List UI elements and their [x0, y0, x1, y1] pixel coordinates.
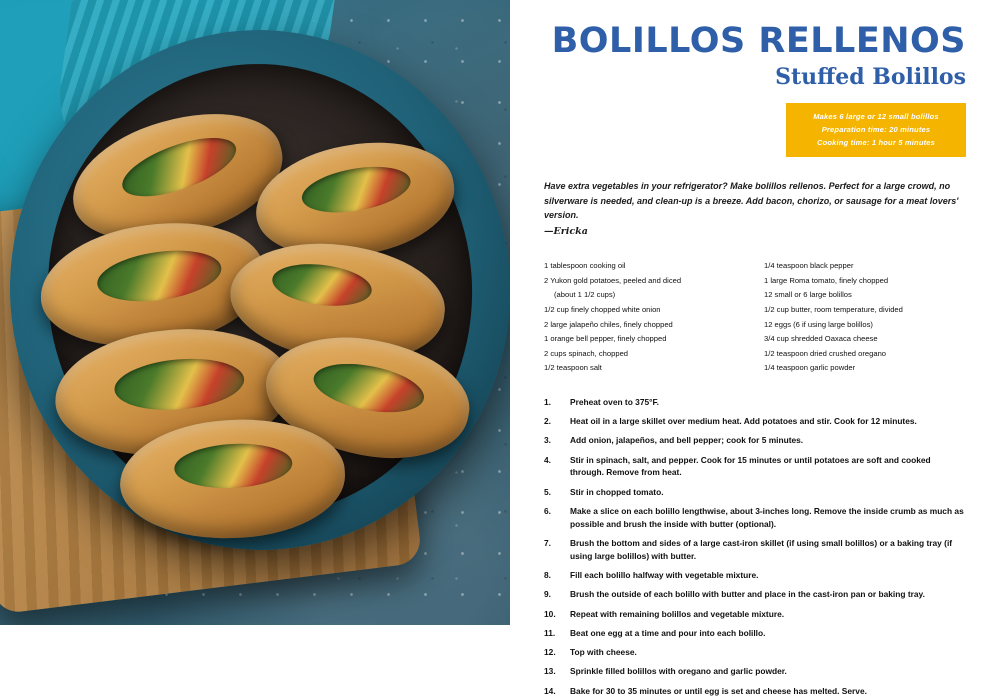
step-text: Heat oil in a large skillet over medium heat. Add potatoes and stir. Cook for 12 minutes. — [570, 416, 917, 427]
bolillo-filling — [270, 259, 374, 311]
step-number: 8. — [544, 570, 551, 581]
instruction-step — [544, 434, 966, 447]
step-number: 9. — [544, 589, 551, 600]
instruction-step — [544, 415, 966, 428]
bolillo-filling — [298, 159, 414, 219]
step-number: 10. — [544, 608, 556, 619]
step-number: 13. — [544, 666, 556, 677]
instruction-step — [544, 486, 966, 499]
step-number: 3. — [544, 435, 551, 446]
step-number: 5. — [544, 486, 551, 497]
page-title: BOLILLOS RELLENOS — [551, 21, 966, 61]
title-block — [510, 0, 1000, 89]
instruction-step — [544, 569, 966, 582]
ingredients-column-left — [544, 259, 746, 376]
instruction-step — [544, 685, 966, 697]
recipe-intro — [544, 179, 966, 239]
instruction-step — [544, 396, 966, 409]
ingredient-item: 3/4 cup shredded Oaxaca cheese — [764, 334, 878, 344]
recipe-cook-time: Cooking time: 1 hour 5 minutes — [816, 138, 936, 148]
instruction-step — [544, 646, 966, 659]
step-text: Add onion, jalapeños, and bell pepper; cook for 5 minutes. — [570, 435, 804, 446]
ingredient-item: 1 large Roma tomato, finely chopped — [764, 275, 889, 285]
step-text: Beat one egg at a time and pour into each bolillo. — [570, 627, 766, 638]
recipe-photo — [0, 0, 510, 625]
recipe-prep-time: Preparation time: 20 minutes — [821, 124, 931, 134]
recipe-intro-text: Have extra vegetables in your refrigerator? Make bolillos rellenos. Perfect for a large crowd, no silverware is needed, and clean-up is a breeze. Add bacon, chorizo, or sausage for a meat lovers' version. — [544, 181, 959, 221]
instruction-step — [544, 454, 966, 480]
instruction-step — [544, 537, 966, 563]
instruction-step — [544, 588, 966, 601]
recipe-signature: —Ericka — [544, 225, 588, 237]
step-text: Sprinkle filled bolillos with oregano and garlic powder. — [570, 666, 787, 677]
ingredient-item: 1/2 cup butter, room temperature, divided — [764, 305, 903, 314]
instruction-step — [544, 505, 966, 531]
bolillo-filling — [112, 354, 246, 415]
step-number: 1. — [544, 396, 551, 407]
recipe-text-pane — [510, 0, 1000, 696]
bolillo-filling — [173, 441, 293, 491]
ingredient-item: 2 cups spinach, chopped — [544, 348, 629, 358]
instructions-list — [544, 396, 966, 697]
ingredient-item: 12 eggs (6 if using large bolillos) — [764, 319, 873, 329]
page-subtitle: Stuffed Bolillos — [775, 63, 966, 90]
step-text: Stir in spinach, salt, and pepper. Cook for 15 minutes or until potatoes are soft and cooked through. Remove from heat. — [570, 454, 931, 478]
step-text: Make a slice on each bolillo lengthwise, about 3-inches long. Remove the inside crumb as much as possible and brush the inside with butter (optional). — [570, 505, 964, 529]
ingredients-column-right — [764, 259, 966, 376]
instruction-step — [544, 627, 966, 640]
step-text: Preheat oven to 375°F. — [570, 396, 659, 407]
step-text: Brush the outside of each bolillo with butter and place in the cast-iron pan or baking tray. — [570, 589, 925, 600]
ingredient-item: 1 orange bell pepper, finely chopped — [544, 334, 667, 344]
ingredient-item: 12 small or 6 large bolillos — [764, 290, 852, 300]
step-text: Brush the bottom and sides of a large cast-iron skillet (if using small bolillos) or a baking tray (if using large bolillos) with butter. — [570, 538, 953, 561]
step-number: 4. — [544, 454, 551, 465]
ingredient-item: 1/4 teaspoon garlic powder — [764, 363, 856, 373]
step-number: 6. — [544, 505, 551, 516]
ingredient-item: 1/4 teaspoon black pepper — [764, 261, 854, 271]
ingredient-item: (about 1 1/2 cups) — [554, 290, 616, 300]
step-text: Stir in chopped tomato. — [570, 486, 664, 497]
instruction-step — [544, 665, 966, 678]
step-number: 11. — [544, 627, 556, 638]
step-number: 2. — [544, 416, 551, 427]
ingredient-item: 1/2 teaspoon salt — [544, 363, 602, 373]
ingredient-item: 2 Yukon gold potatoes, peeled and diced — [544, 275, 682, 285]
bolillo-filling — [94, 243, 224, 308]
bolillo-filling — [310, 356, 428, 421]
instruction-step — [544, 608, 966, 621]
step-number: 14. — [544, 685, 556, 696]
step-number: 7. — [544, 538, 551, 549]
ingredient-item: 1 tablespoon cooking oil — [544, 261, 626, 271]
step-number: 12. — [544, 647, 556, 658]
ingredient-item: 1/2 teaspoon dried crushed oregano — [764, 348, 887, 358]
step-text: Bake for 30 to 35 minutes or until egg is set and cheese has melted. Serve. — [570, 685, 867, 696]
ingredient-item: 2 large jalapeño chiles, finely chopped — [544, 319, 673, 329]
recipe-yield: Makes 6 large or 12 small bolillos — [813, 111, 939, 121]
ingredient-item: 1/2 cup finely chopped white onion — [544, 305, 661, 314]
step-text: Top with cheese. — [570, 647, 637, 658]
recipe-info-box — [786, 103, 966, 157]
step-text: Repeat with remaining bolillos and vegetable mixture. — [570, 608, 785, 619]
step-text: Fill each bolillo halfway with vegetable mixture. — [570, 570, 759, 581]
ingredients-list — [544, 259, 966, 376]
bolillo-filling — [115, 126, 243, 208]
